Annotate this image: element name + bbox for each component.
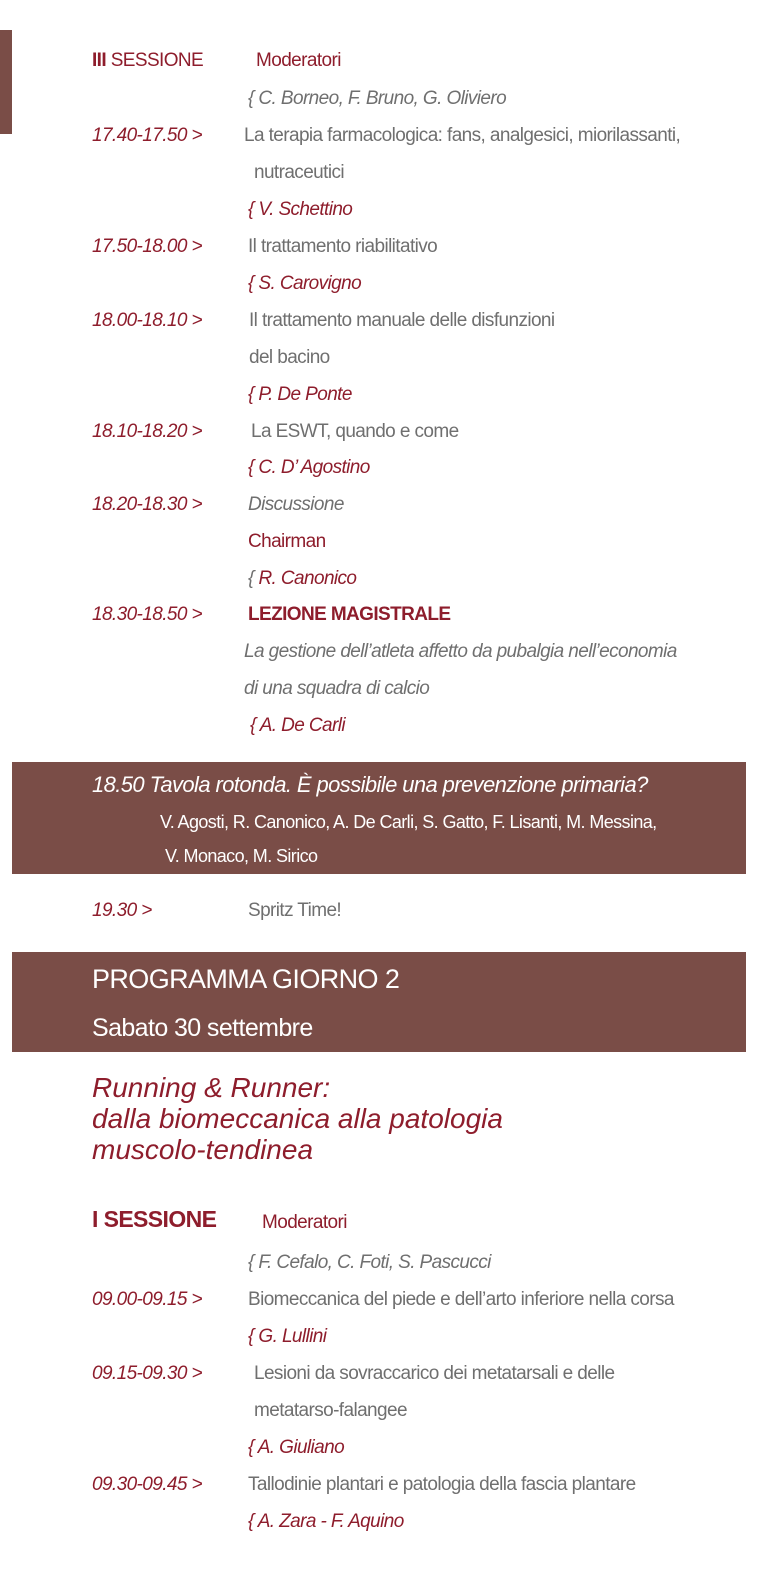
session-item-time: 09.30-09.45 > — [92, 1474, 202, 1495]
spritz-title: Spritz Time! — [248, 900, 342, 921]
chairman-speaker — [248, 568, 356, 590]
session-item-time: 09.15-09.30 > — [92, 1363, 202, 1384]
lecture-speaker: { A. De Carli — [250, 715, 345, 736]
discussion-time: 18.20-18.30 > — [92, 494, 202, 515]
chairman-name: R. Canonico — [258, 568, 357, 589]
day2-theme-line: dalla biomeccanica alla patologia — [92, 1103, 503, 1134]
spritz-time: 19.30 > — [92, 900, 152, 921]
roundtable-title: 18.50 Tavola rotonda. È possibile una prevenzione primaria? — [92, 772, 648, 797]
session1-label: I SESSIONE — [92, 1206, 217, 1232]
session3-number: III — [92, 50, 107, 71]
day2-heading: PROGRAMMA GIORNO 2 — [92, 964, 400, 994]
lecture-title: LEZIONE MAGISTRALE — [248, 604, 451, 625]
roundtable-participants: V. Agosti, R. Canonico, A. De Carli, S. Gatto, F. Lisanti, M. Messina, — [160, 812, 657, 832]
session-item-title: La ESWT, quando e come — [251, 421, 459, 442]
lecture-time: 18.30-18.50 > — [92, 604, 202, 625]
chairman-brace: { — [248, 568, 254, 589]
session-item-speaker: { P. De Ponte — [248, 384, 352, 405]
lecture-subtitle: di una squadra di calcio — [244, 678, 430, 699]
session-item-speaker: { G. Lullini — [248, 1326, 327, 1347]
session3-label — [92, 50, 203, 72]
session1-moderators: { F. Cefalo, C. Foti, S. Pascucci — [248, 1252, 491, 1273]
session-item-speaker: { S. Carovigno — [248, 273, 362, 294]
day2-band — [12, 952, 746, 1052]
session-item-title: Il trattamento riabilitativo — [248, 236, 438, 257]
session-item-title: Il trattamento manuale delle disfunzioni — [249, 310, 555, 331]
session3-moderators-label: Moderatori — [256, 50, 341, 71]
session-item-title: metatarso-falangee — [254, 1400, 407, 1421]
session-item-speaker: { A. Giuliano — [248, 1437, 345, 1458]
day2-theme-line: Running & Runner: — [92, 1072, 331, 1103]
day2-theme — [92, 1072, 503, 1165]
session-item-title: La terapia farmacologica: fans, analgesici, miorilassanti, — [244, 125, 681, 146]
session-item-speaker: { V. Schettino — [248, 199, 353, 220]
roundtable-participants: V. Monaco, M. Sirico — [165, 846, 318, 866]
session-item-speaker: { A. Zara - F. Aquino — [248, 1511, 404, 1532]
day2-theme-line: muscolo-tendinea — [92, 1134, 314, 1165]
chairman-label: Chairman — [248, 531, 326, 552]
session-item-title: nutraceutici — [254, 162, 344, 183]
session1-moderators-label: Moderatori — [262, 1212, 347, 1233]
session-item-time: 17.50-18.00 > — [92, 236, 202, 257]
session-item-title: Lesioni da sovraccarico dei metatarsali e delle — [254, 1363, 615, 1384]
session-item-time: 09.00-09.15 > — [92, 1289, 202, 1310]
session-item-time: 17.40-17.50 > — [92, 125, 202, 146]
roundtable-band — [12, 762, 746, 874]
lecture-subtitle: La gestione dell’atleta affetto da pubalgia nell’economia — [244, 641, 677, 662]
session-item-title: Tallodinie plantari e patologia della fascia plantare — [248, 1474, 636, 1495]
session3-word: SESSIONE — [110, 50, 204, 71]
session-item-title: Biomeccanica del piede e dell’arto inferiore nella corsa — [248, 1289, 674, 1310]
session-item-time: 18.00-18.10 > — [92, 310, 202, 331]
session-item-title: del bacino — [249, 347, 330, 368]
left-edge-tab — [0, 30, 12, 134]
session3-moderators: { C. Borneo, F. Bruno, G. Oliviero — [248, 88, 507, 109]
day2-date: Sabato 30 settembre — [92, 1014, 313, 1042]
discussion-title: Discussione — [248, 494, 344, 515]
session-item-time: 18.10-18.20 > — [92, 421, 202, 442]
session-item-speaker: { C. D’ Agostino — [248, 457, 370, 478]
